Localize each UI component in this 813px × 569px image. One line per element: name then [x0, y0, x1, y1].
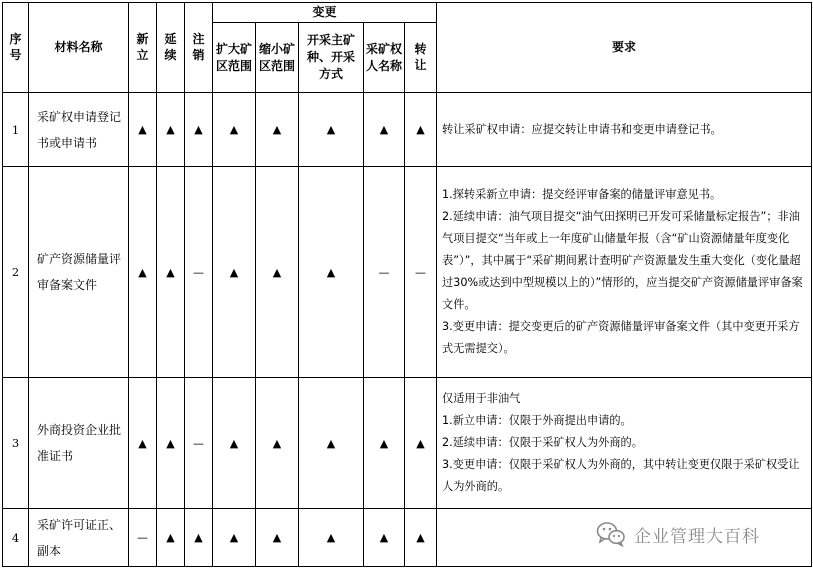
mark-new: ▲ — [129, 93, 157, 167]
mark-extend: ▲ — [157, 93, 185, 167]
header-cancel: 注销 — [185, 3, 213, 93]
mark-cancel: — — [185, 378, 213, 509]
wechat-logo-icon — [596, 521, 626, 547]
header-extend: 延续 — [157, 3, 185, 93]
mark-holder: ▲ — [364, 378, 405, 509]
mark-extend: ▲ — [157, 378, 185, 509]
mark-expand: ▲ — [213, 167, 256, 378]
requirement-line: 1.探转采新立申请：提交经评审备案的储量评审意见书。 — [442, 188, 722, 201]
mark-mineral: ▲ — [299, 167, 364, 378]
mark-holder: — — [364, 167, 405, 378]
row-seq: 1 — [3, 93, 29, 167]
header-seq: 序号 — [3, 3, 29, 93]
watermark-text: 企业管理大百科 — [634, 526, 760, 547]
requirement-cell — [437, 167, 812, 378]
mark-expand: ▲ — [213, 509, 256, 567]
material-name: 采矿权申请登记书或申请书 — [29, 93, 129, 167]
mark-transfer: ▲ — [405, 509, 437, 567]
mark-shrink: ▲ — [256, 378, 299, 509]
mark-transfer: — — [405, 167, 437, 378]
mark-mineral: ▲ — [299, 378, 364, 509]
requirement-line: 3.变更申请：提交变更后的矿产资源储量评审备案文件（其中变更开采方式无需提交）。 — [442, 320, 800, 355]
header-material: 材料名称 — [29, 3, 129, 93]
header-requirement: 要求 — [437, 3, 812, 93]
mark-shrink: ▲ — [256, 509, 299, 567]
mark-cancel: ▲ — [185, 93, 213, 167]
mark-new: ▲ — [129, 167, 157, 378]
requirement-line: 1.新立申请：仅限于外商提出申请的。 — [442, 414, 632, 427]
mark-transfer: ▲ — [405, 93, 437, 167]
requirement-line: 2.延续申请：仅限于采矿权人为外商的。 — [442, 436, 643, 449]
requirement-line: 转让采矿权申请：应提交转让申请书和变更申请登记书。 — [442, 122, 722, 136]
mark-transfer: ▲ — [405, 378, 437, 509]
mark-cancel: — — [185, 167, 213, 378]
table-row — [3, 167, 812, 378]
mark-shrink: ▲ — [256, 93, 299, 167]
header-new: 新立 — [129, 3, 157, 93]
mark-extend: ▲ — [157, 167, 185, 378]
mark-new: — — [129, 509, 157, 567]
mark-mineral: ▲ — [299, 509, 364, 567]
row-seq: 4 — [3, 509, 29, 567]
header-holder: 采矿权人名称 — [364, 23, 405, 93]
header-expand: 扩大矿区范围 — [213, 23, 256, 93]
mark-expand: ▲ — [213, 93, 256, 167]
mark-expand: ▲ — [213, 378, 256, 509]
requirements-table — [2, 2, 812, 567]
header-change: 变更 — [213, 3, 437, 23]
mark-holder: ▲ — [364, 509, 405, 567]
mark-cancel: ▲ — [185, 509, 213, 567]
row-seq: 2 — [3, 167, 29, 378]
header-row-1 — [3, 3, 812, 23]
mark-holder: ▲ — [364, 93, 405, 167]
requirement-cell — [437, 378, 812, 509]
mark-new: ▲ — [129, 378, 157, 509]
row-seq: 3 — [3, 378, 29, 509]
mark-mineral: ▲ — [299, 93, 364, 167]
mark-shrink: ▲ — [256, 167, 299, 378]
material-name: 采矿许可证正、副本 — [29, 509, 129, 567]
header-transfer: 转让 — [405, 23, 437, 93]
material-name: 外商投资企业批准证书 — [29, 378, 129, 509]
requirement-cell — [437, 93, 812, 167]
header-shrink: 缩小矿区范围 — [256, 23, 299, 93]
watermark — [596, 521, 760, 547]
requirement-line: 2.延续申请：油气项目提交“油气田探明已开发可采储量标定报告”；非油气项目提交“当年或上一年度矿山储量年报（含“矿山资源储量年度变化表”）”，其中属于“采矿期间累计查明矿产资源量发生重大变化（变化量超过30%或达到中型规模以上的）”情形的，应当提交矿产资源储量评审备案文件。 — [442, 210, 803, 311]
mark-extend: ▲ — [157, 509, 185, 567]
material-name: 矿产资源储量评审备案文件 — [29, 167, 129, 378]
header-mineral: 开采主矿种、开采方式 — [299, 23, 364, 93]
table-row — [3, 93, 812, 167]
table-row — [3, 378, 812, 509]
requirement-line: 3.变更申请：仅限于采矿权人为外商的，其中转让变更仅限于采矿权受让人为外商的。 — [442, 458, 800, 493]
requirement-line: 仅适用于非油气 — [442, 392, 521, 405]
